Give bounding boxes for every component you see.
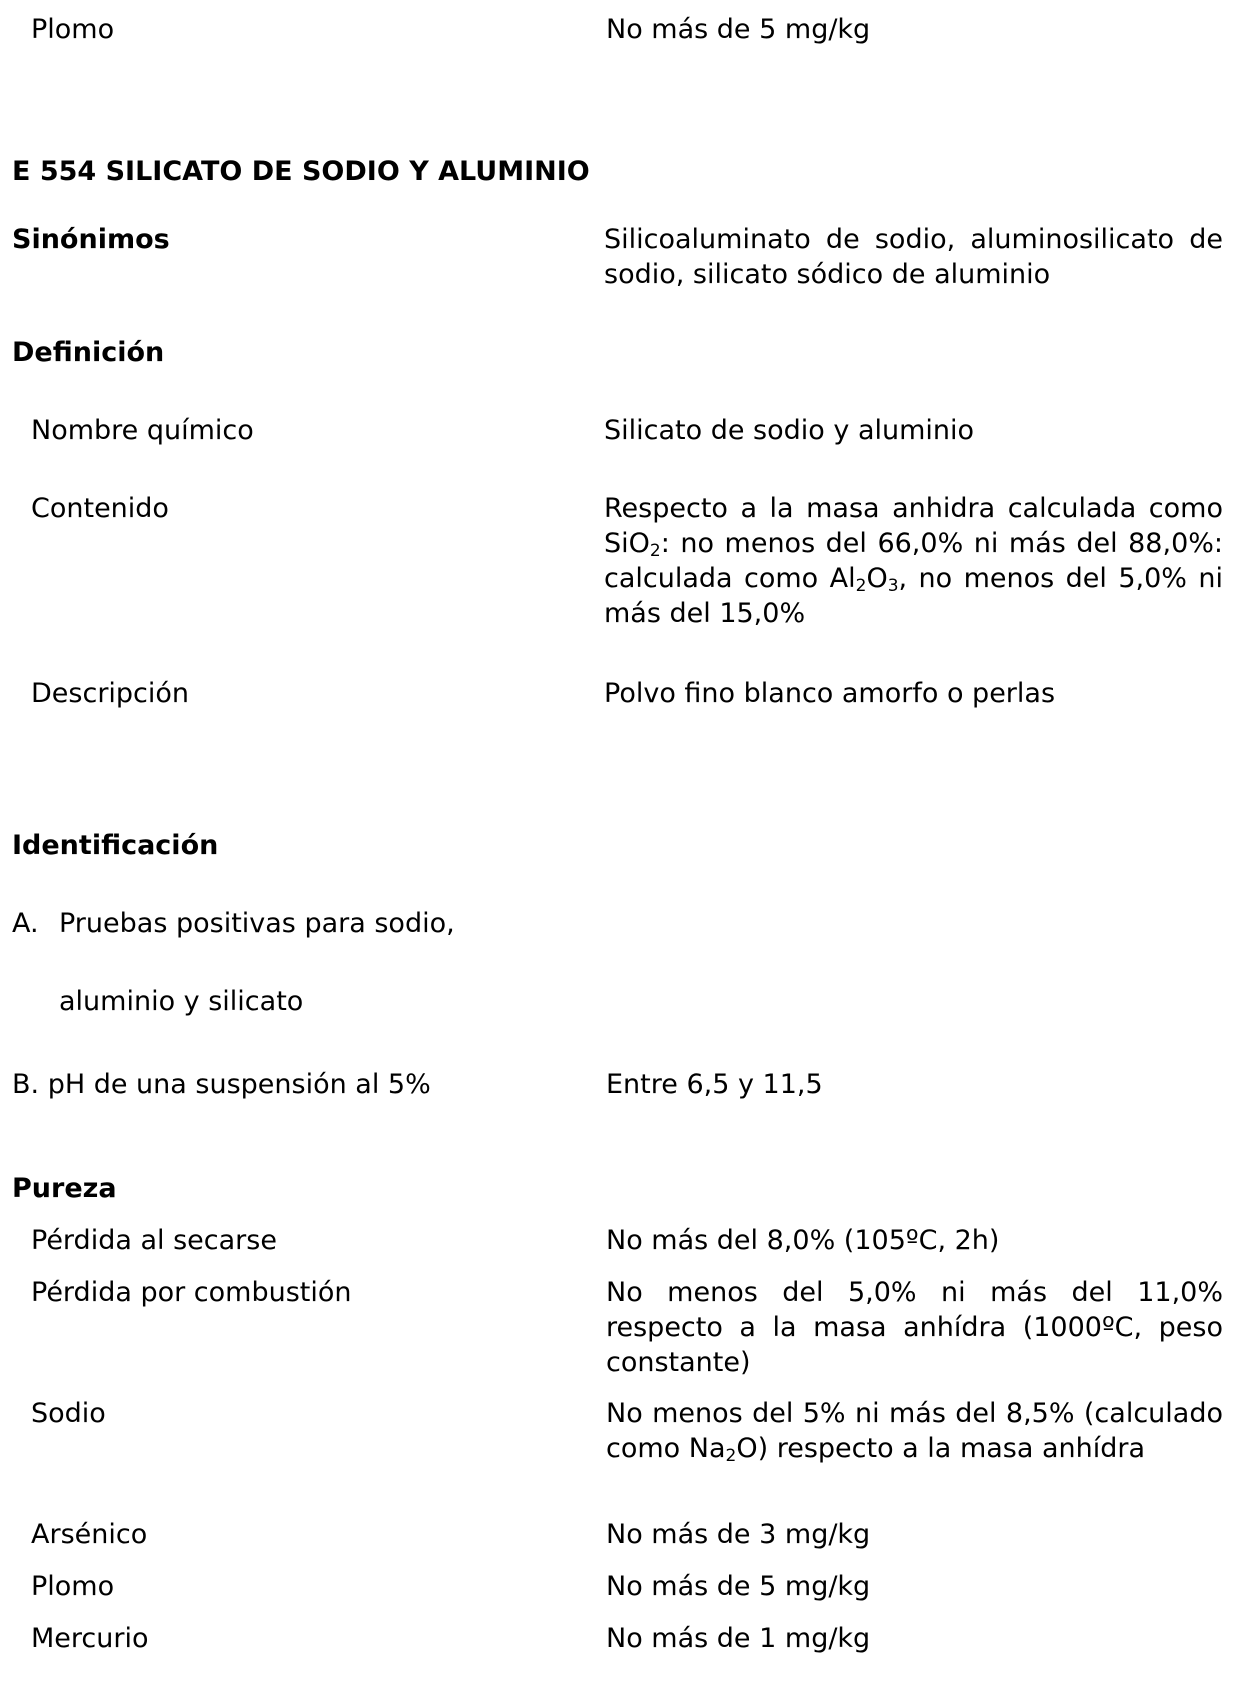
chemical-name-value: Silicato de sodio y aluminio — [604, 415, 975, 446]
description-value: Polvo fino blanco amorfo o perlas — [604, 678, 1056, 709]
synonyms-value: Silicoaluminato de sodio, aluminosilicato de sodio, silicato sódico de aluminio — [604, 224, 1223, 290]
chemical-name-label: Nombre químico — [31, 415, 254, 446]
test-a-line1: Pruebas positivas para sodio, — [59, 908, 455, 939]
definition-heading: Definición — [12, 337, 165, 368]
loss-drying-value: No más del 8,0% (105ºC, 2h) — [606, 1225, 1000, 1256]
test-a-marker: A. — [12, 908, 39, 939]
mercury-label: Mercurio — [31, 1623, 149, 1654]
section-title: E 554 SILICATO DE SODIO Y ALUMINIO — [12, 156, 590, 187]
sodium-value: No menos del 5% ni más del 8,5% (calculado como $Na_2O$) respecto a la masa anhídra — [606, 1398, 1223, 1466]
test-a-line2: aluminio y silicato — [59, 986, 304, 1017]
mercury-value: No más de 1 mg/kg — [606, 1623, 871, 1654]
loss-ignition-label: Pérdida por combustión — [31, 1277, 352, 1308]
content-label: Contenido — [31, 493, 169, 524]
lead-label: Plomo — [31, 1571, 115, 1602]
purity-heading: Pureza — [12, 1173, 117, 1204]
content-value: Respecto a la masa anhidra calculada como SiO$_2$: no menos del 66,0% ni más del 88,0%: calculada como $Al_2O_3$, no menos del 5,0% ni más del 15,0% — [604, 493, 1223, 629]
synonyms-label: Sinónimos — [12, 224, 170, 255]
lead-value: No más de 5 mg/kg — [606, 1571, 871, 1602]
arsenic-value: No más de 3 mg/kg — [606, 1519, 871, 1550]
prev-lead-label: Plomo — [31, 14, 115, 45]
arsenic-label: Arsénico — [31, 1519, 148, 1550]
test-b-label: B. pH de una suspensión al 5% — [12, 1069, 431, 1100]
sodium-label: Sodio — [31, 1398, 106, 1429]
identification-heading: Identificación — [12, 830, 219, 861]
loss-ignition-value: No menos del 5,0% ni más del 11,0% respecto a la masa anhídra (1000ºC, peso constante) — [606, 1277, 1223, 1378]
description-label: Descripción — [31, 678, 190, 709]
prev-lead-value: No más de 5 mg/kg — [606, 14, 871, 45]
loss-drying-label: Pérdida al secarse — [31, 1225, 277, 1256]
test-b-value: Entre 6,5 y 11,5 — [606, 1069, 823, 1100]
